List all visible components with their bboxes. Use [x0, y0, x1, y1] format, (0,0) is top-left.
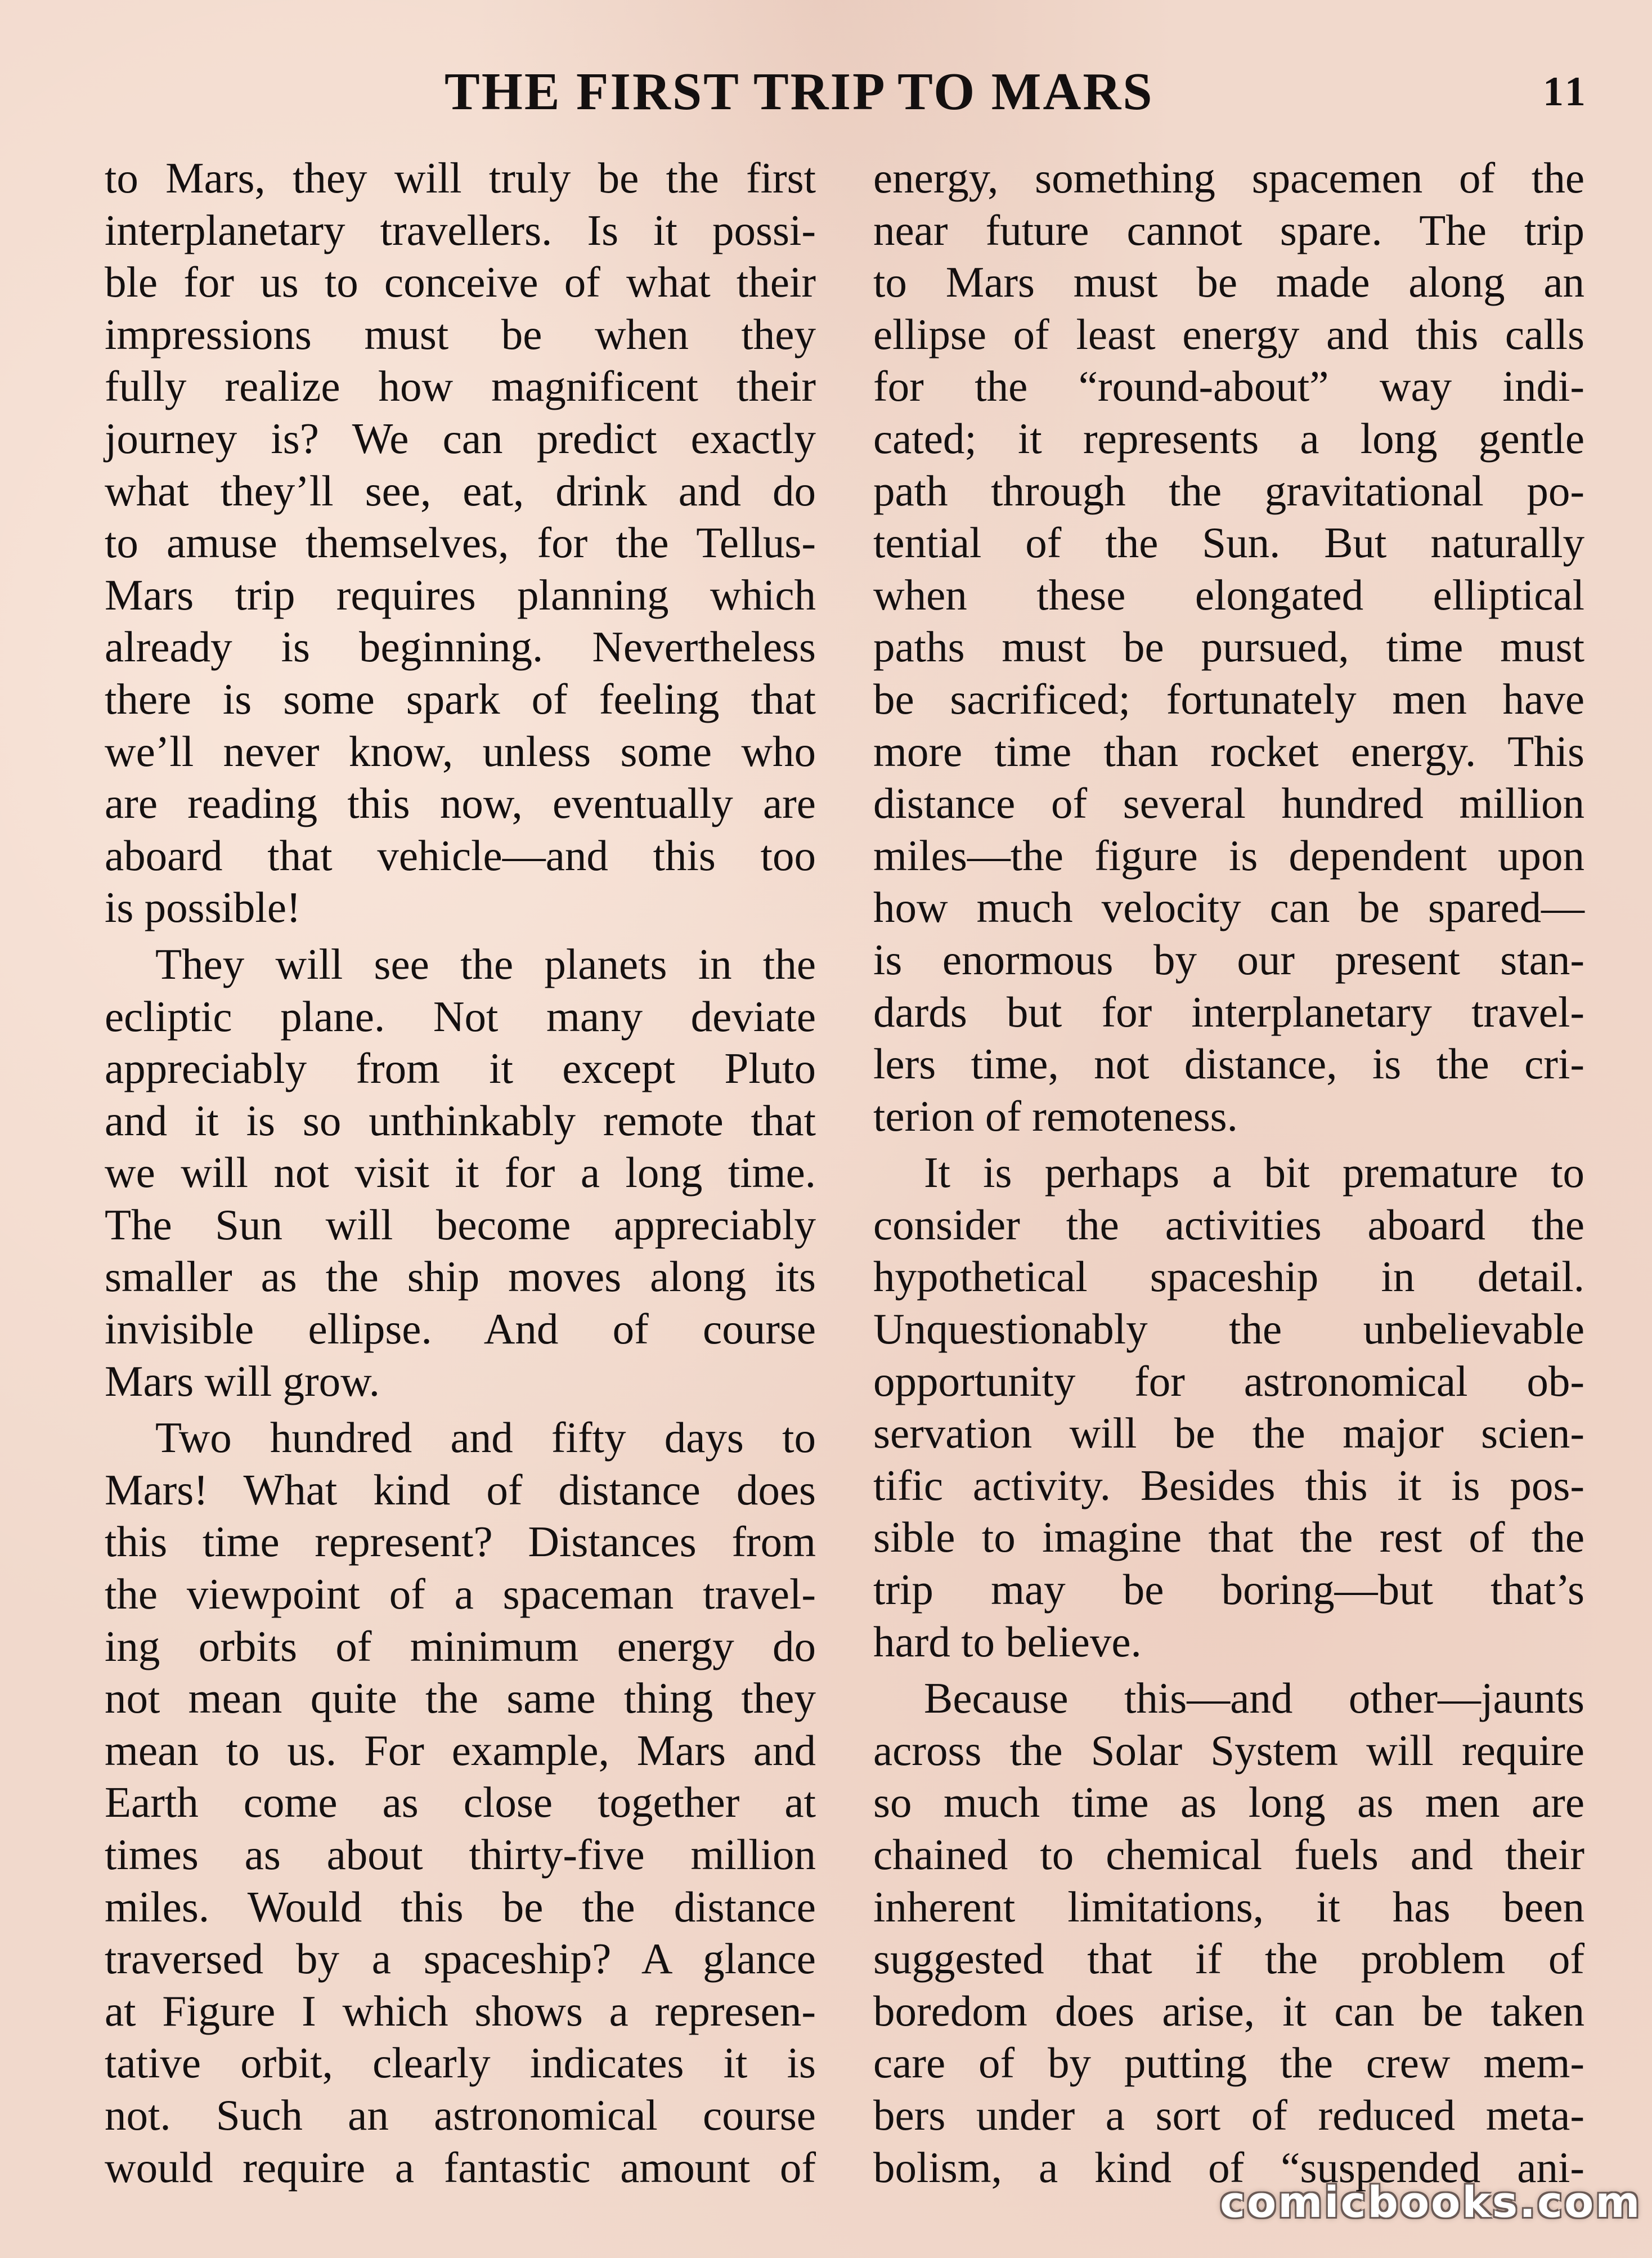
text-line: consider the activities aboard the [873, 1200, 1584, 1249]
text-line: ellipse of least energy and this calls [873, 310, 1584, 359]
text-line: we will not visit it for a long time. [105, 1148, 816, 1197]
text-line: appreciably from it except Pluto [105, 1044, 816, 1093]
text-line: ble for us to conceive of what their [105, 258, 816, 307]
left-column [105, 152, 816, 2193]
text-line: at Figure I which shows a represen- [105, 1986, 816, 2035]
text-line: journey is? We can predict exactly [105, 414, 816, 463]
text-line: tential of the Sun. But naturally [873, 518, 1584, 567]
text-line: inherent limitations, it has been [873, 1882, 1584, 1931]
watermark-logo: comicbooks.com [1220, 2177, 1642, 2227]
text-line: aboard that vehicle—and this too [105, 831, 816, 880]
text-line: what they’ll see, eat, drink and do [105, 466, 816, 515]
text-line: bolism, a kind of “suspended ani- [873, 2143, 1584, 2192]
text-line: impressions must be when they [105, 310, 816, 359]
text-line: across the Solar System will require [873, 1726, 1584, 1775]
paragraph-gap [105, 1407, 816, 1412]
text-line: to Mars, they will truly be the first [105, 154, 816, 202]
text-line: and it is so unthinkably remote that [105, 1096, 816, 1145]
text-line: smaller as the ship moves along its [105, 1252, 816, 1301]
text-line: more time than rocket energy. This [873, 727, 1584, 776]
text-line: miles. Would this be the distance [105, 1882, 816, 1931]
text-line: The Sun will become appreciably [105, 1200, 816, 1249]
text-line: paths must be pursued, time must [873, 622, 1584, 671]
text-line: boredom does arise, it can be taken [873, 1986, 1584, 2035]
text-line: servation will be the major scien- [873, 1409, 1584, 1458]
text-line: invisible ellipse. And of course [105, 1305, 816, 1354]
text-line: hypothetical spaceship in detail. [873, 1252, 1584, 1301]
page-number: 11 [1543, 69, 1589, 115]
text-line: Unquestionably the unbelievable [873, 1305, 1584, 1354]
chapter-title: THE FIRST TRIP TO MARS [445, 62, 1154, 121]
text-line: It is perhaps a bit premature to [924, 1148, 1584, 1197]
paragraph-gap [873, 1142, 1584, 1146]
text-line: not mean quite the same thing they [105, 1674, 816, 1723]
text-line: care of by putting the crew mem- [873, 2039, 1584, 2087]
text-line: trip may be boring—but that’s [873, 1565, 1584, 1614]
text-line: tific activity. Besides this it is pos- [873, 1460, 1584, 1509]
text-line: They will see the planets in the [155, 939, 816, 988]
text-line: is possible! [105, 883, 301, 932]
text-line: tative orbit, clearly indicates it is [105, 2039, 816, 2087]
text-line: bers under a sort of reduced meta- [873, 2090, 1584, 2139]
text-line: how much velocity can be spared— [873, 883, 1584, 932]
text-line: we’ll never know, unless some who [105, 727, 816, 776]
text-line: Mars! What kind of distance does [105, 1465, 816, 1514]
right-column [873, 152, 1584, 2193]
text-line: ing orbits of minimum energy do [105, 1621, 816, 1670]
paragraph-gap [873, 1668, 1584, 1672]
text-line: distance of several hundred million [873, 779, 1584, 828]
text-line: Mars trip requires planning which [105, 570, 816, 619]
text-line: for the “round-about” way indi- [873, 362, 1584, 411]
text-line: Because this—and other—jaunts [924, 1674, 1584, 1723]
text-line: when these elongated elliptical [873, 570, 1584, 619]
text-line: hard to believe. [873, 1617, 1142, 1666]
text-line: would require a fantastic amount of [105, 2143, 816, 2192]
text-line: path through the gravitational po- [873, 466, 1584, 515]
paragraph-gap [105, 934, 816, 938]
text-line: already is beginning. Nevertheless [105, 622, 816, 671]
text-line: to Mars must be made along an [873, 258, 1584, 307]
text-line: lers time, not distance, is the cri- [873, 1040, 1584, 1088]
text-line: Mars will grow. [105, 1356, 380, 1405]
text-line: opportunity for astronomical ob- [873, 1356, 1584, 1405]
text-line: suggested that if the problem of [873, 1934, 1584, 1983]
text-line: is enormous by our present stan- [873, 935, 1584, 984]
text-line: interplanetary travellers. Is it possi- [105, 205, 816, 254]
text-line: not. Such an astronomical course [105, 2090, 816, 2139]
text-line: mean to us. For example, Mars and [105, 1726, 816, 1775]
text-line: times as about thirty-five million [105, 1830, 816, 1879]
text-line: energy, something spacemen of the [873, 154, 1584, 202]
text-line: Two hundred and fifty days to [155, 1413, 816, 1462]
text-line: Earth come as close together at [105, 1778, 816, 1827]
text-line: are reading this now, eventually are [105, 779, 816, 828]
text-line: there is some spark of feeling that [105, 674, 816, 723]
text-line: to amuse themselves, for the Tellus- [105, 518, 816, 567]
text-line: the viewpoint of a spaceman travel- [105, 1570, 816, 1619]
text-line: dards but for interplanetary travel- [873, 987, 1584, 1036]
text-line: so much time as long as men are [873, 1778, 1584, 1827]
text-line: traversed by a spaceship? A glance [105, 1934, 816, 1983]
text-line: sible to imagine that the rest of the [873, 1513, 1584, 1562]
text-line: be sacrificed; fortunately men have [873, 674, 1584, 723]
text-line: miles—the figure is dependent upon [873, 831, 1584, 880]
text-line: terion of remoteness. [873, 1091, 1238, 1140]
running-header [0, 61, 1652, 123]
text-line: fully realize how magnificent their [105, 362, 816, 411]
text-line: this time represent? Distances from [105, 1517, 816, 1566]
text-line: cated; it represents a long gentle [873, 414, 1584, 463]
text-line: ecliptic plane. Not many deviate [105, 992, 816, 1041]
text-line: chained to chemical fuels and their [873, 1830, 1584, 1879]
text-line: near future cannot spare. The trip [873, 205, 1584, 254]
